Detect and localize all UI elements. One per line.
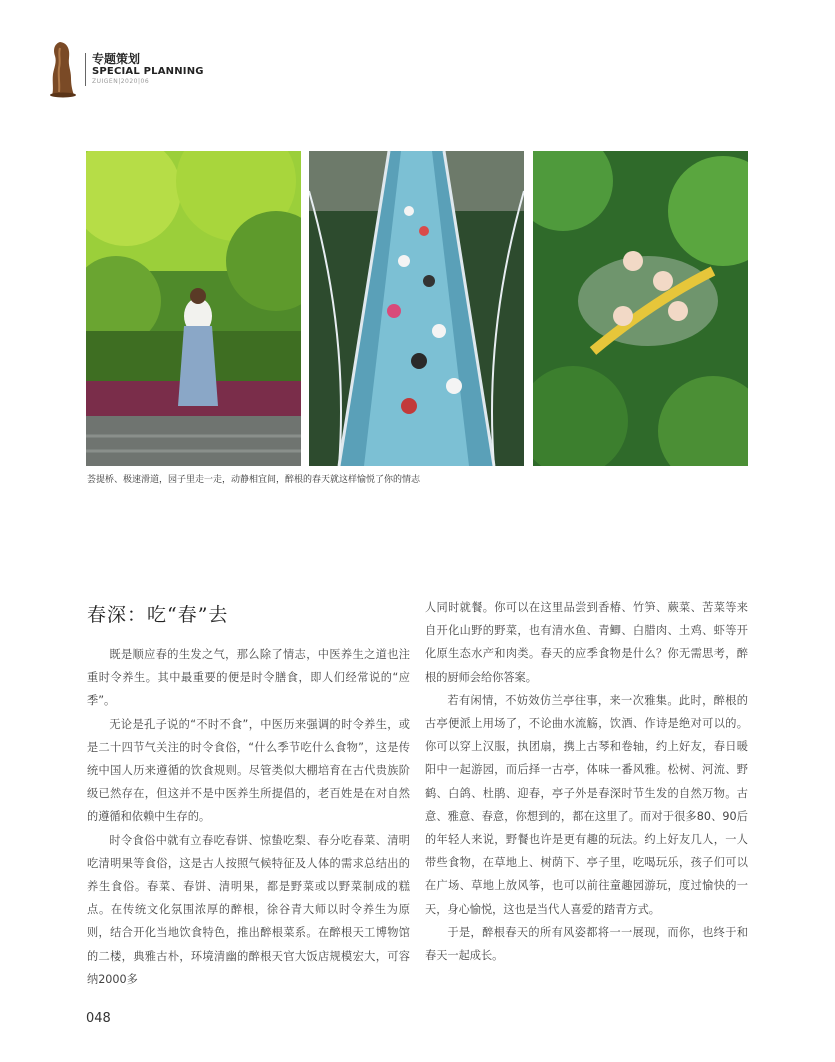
paragraph: 时令食俗中就有立春吃春饼、惊蛰吃梨、春分吃春菜、清明吃清明果等食俗，这是古人按照气候特征及人体的需求总结出的养生食俗。春菜、春饼、清明果，都是野菜或以野菜制成的糕点。在传统文化氛围浓厚的醉根，徐谷青大师以时令养生为原则，结合开化当地饮食特色，推出醉根菜系。在醉根天工博物馆的二楼，典雅古朴，环境清幽的醉根天官大饭店规模宏大，可容纳2000多 <box>87 833 410 986</box>
page-number: 048 <box>86 1011 111 1026</box>
article-column-right <box>425 596 748 967</box>
photo-garden-walk <box>86 151 301 466</box>
section-label <box>85 53 204 86</box>
paragraph: 无论是孔子说的“不时不食”，中医历来强调的时令养生，或是二十四节气关注的时令食俗，“什么季节吃什么食物”，这是传统中国人历来遵循的饮食规则。尽管类似大棚培育在古代贵族阶级已然存在，但这并不是中医养生所提倡的，老百姓是在对自然的遵循和依赖中生存的。 <box>87 717 410 824</box>
root-sculpture-logo-icon <box>48 40 78 98</box>
paragraph: 于是，醉根春天的所有风姿都将一一展现，而你，也终于和春天一起成长。 <box>425 925 748 963</box>
section-title-en: SPECIAL PLANNING <box>92 66 204 77</box>
paragraph: 若有闲情，不妨效仿兰亭往事，来一次雅集。此时，醉根的古亭便派上用场了，不论曲水流觞，饮酒、作诗是绝对可以的。你可以穿上汉服，执团扇，携上古琴和卷轴，约上好友，春日暖阳中一起游园，而后择一古亭，体味一番风雅。松树、河流、野鹤、白鸽、杜鹃、迎春，亭子外是春深时节生发的自然万物。古意、雅意、春意，你想到的，都在这里了。而对于很多80、90后的年轻人来说，野餐也许是更有趣的玩法。约上好友几人，一人带些食物，在草地上、树荫下、亭子里，吃喝玩乐，孩子们可以在广场、草地上放风筝，也可以前往童趣园游玩，度过愉快的一天，身心愉悦，这也是当代人喜爱的踏青方式。 <box>425 693 748 916</box>
photo-caption: 荟提桥、极速滑道，园子里走一走，动静相宜间，醉根的春天就这样愉悦了你的情志 <box>87 475 421 485</box>
issue-label: ZUIGEN|2020|06 <box>92 78 150 85</box>
section-title-cn: 专题策划 <box>92 52 141 66</box>
article-column-left <box>87 643 410 991</box>
paragraph-continuation: 人同时就餐。你可以在这里品尝到香椿、竹笋、蕨菜、苦菜等来自开化山野的野菜，也有清水鱼、青鲫、白腊肉、土鸡、虾等开化原生态水产和肉类。春天的应季食物是什么？你无需思考，醉根的厨师会给你答案。 <box>425 601 748 684</box>
magazine-header <box>48 40 348 100</box>
photo-glass-bridge <box>309 151 524 466</box>
article-title: 春深：吃“春”去 <box>87 604 229 626</box>
photo-net-slide <box>533 151 748 466</box>
paragraph: 既是顺应春的生发之气，那么除了情志，中医养生之道也注重时令养生。其中最重要的便是时令膳食，即人们经常说的“应季”。 <box>87 648 410 708</box>
